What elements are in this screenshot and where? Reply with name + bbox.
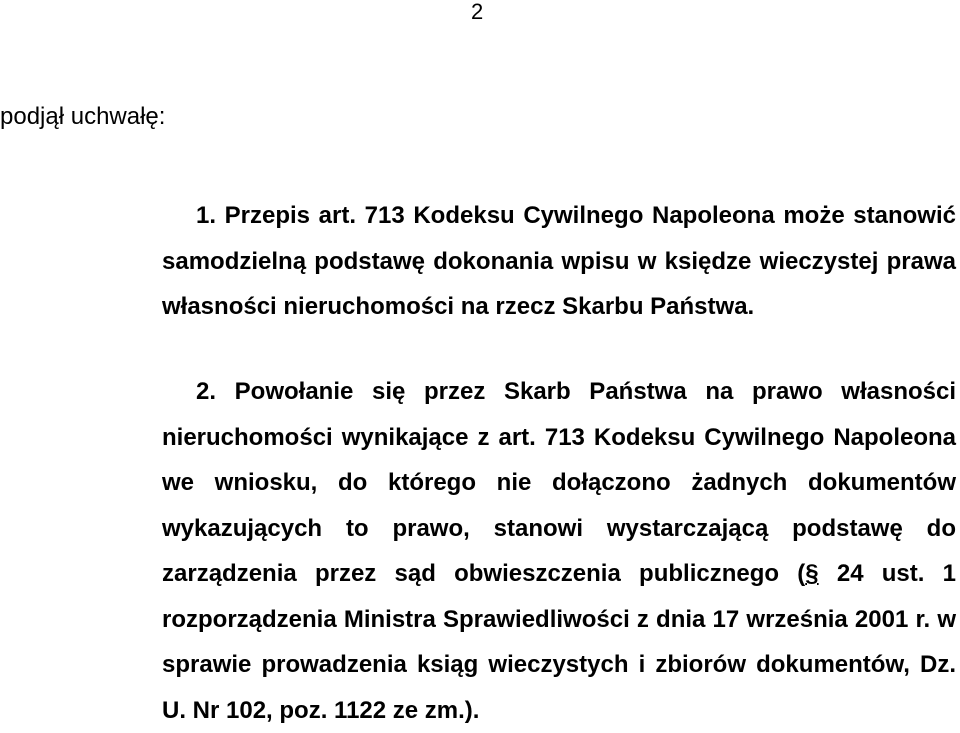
resolution-point-2 bbox=[162, 369, 956, 733]
resolution-intro: podjął uchwałę: bbox=[0, 103, 166, 130]
page-number: 2 bbox=[471, 0, 484, 24]
point-2-text-end: 24 ust. 1 rozporządzenia Ministra Sprawiedliwości z dnia 17 września 2001 r. w sprawie prowadzenia ksiąg wieczystych i zbiorów dokumentów, Dz. U. Nr 102, poz. 1122 ze zm.). bbox=[162, 560, 957, 724]
paragraph-symbol: § bbox=[805, 560, 819, 587]
point-2-text-start: 2. Powołanie się przez Skarb Państwa na prawo własności nieruchomości wynikające z art. 713 Kodeksu Cywilnego Napoleona we wniosku, do którego nie dołączono żadnych dokumentów wykazujących to prawo, stanowi wystarczającą podstawę do zarządzenia przez sąd obwieszczenia publicznego ( bbox=[162, 378, 956, 587]
resolution-point-1: 1. Przepis art. 713 Kodeksu Cywilnego Napoleona może stanowić samodzielną podstawę dokonania wpisu w księdze wieczystej prawa własności nieruchomości na rzecz Skarbu Państwa. bbox=[162, 202, 956, 320]
